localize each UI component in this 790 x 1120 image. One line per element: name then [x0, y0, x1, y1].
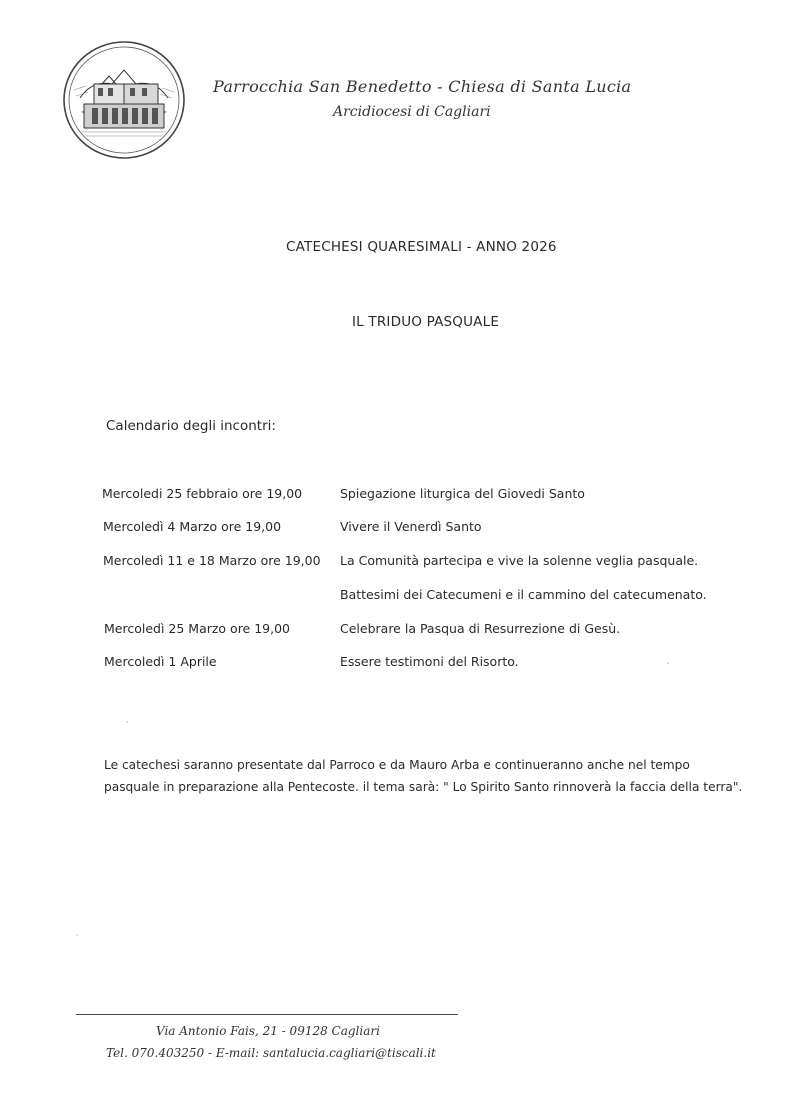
- document-title: CATECHESI QUARESIMALI - ANNO 2026: [286, 239, 557, 255]
- calendar-date: Mercoledi 25 febbraio ore 19,00: [102, 486, 303, 501]
- parish-name: Parrocchia San Benedetto - Chiesa di Santa Lucia: [213, 77, 632, 96]
- closing-paragraph: Le catechesi saranno presentate dal Parroco e da Mauro Arba e continueranno anche nel tempo pasquale in preparazione alla Pentecoste. il tema sarà: " Lo Spirito Santo rinnoverà la faccia della terra".: [104, 758, 743, 794]
- calendar-topic: Celebrare la Pasqua di Resurrezione di Gesù.: [340, 621, 621, 636]
- calendar-topic: Battesimi dei Catecumeni e il cammino del catecumenato.: [340, 587, 707, 602]
- footer-contact: Tel. 070.403250 - E-mail: santalucia.cagliari@tiscali.it: [106, 1046, 436, 1060]
- calendar-date: Mercoledì 25 Marzo ore 19,00: [104, 621, 291, 636]
- footer-divider: [76, 1014, 458, 1015]
- calendar-date: Mercoledì 4 Marzo ore 19,00: [103, 519, 282, 534]
- parish-seal-logo: [62, 40, 186, 160]
- calendar-topic: Vivere il Venerdì Santo: [340, 519, 482, 534]
- diocese-name: Arcidiocesi di Cagliari: [333, 104, 491, 120]
- scan-speck: [667, 662, 669, 664]
- calendar-topic: Essere testimoni del Risorto.: [340, 654, 519, 669]
- calendar-date: Mercoledì 11 e 18 Marzo ore 19,00: [103, 553, 321, 568]
- document-subtitle: IL TRIDUO PASQUALE: [352, 314, 500, 330]
- scan-speck: [76, 934, 78, 936]
- calendar-topic: La Comunità partecipa e vive la solenne veglia pasquale.: [340, 553, 699, 568]
- footer-address: Via Antonio Fais, 21 - 09128 Cagliari: [156, 1024, 380, 1038]
- calendar-topic: Spiegazione liturgica del Giovedi Santo: [340, 486, 585, 501]
- calendar-intro: Calendario degli incontri:: [106, 418, 276, 434]
- calendar-date: Mercoledì 1 Aprile: [104, 654, 217, 669]
- scan-speck: [126, 721, 128, 723]
